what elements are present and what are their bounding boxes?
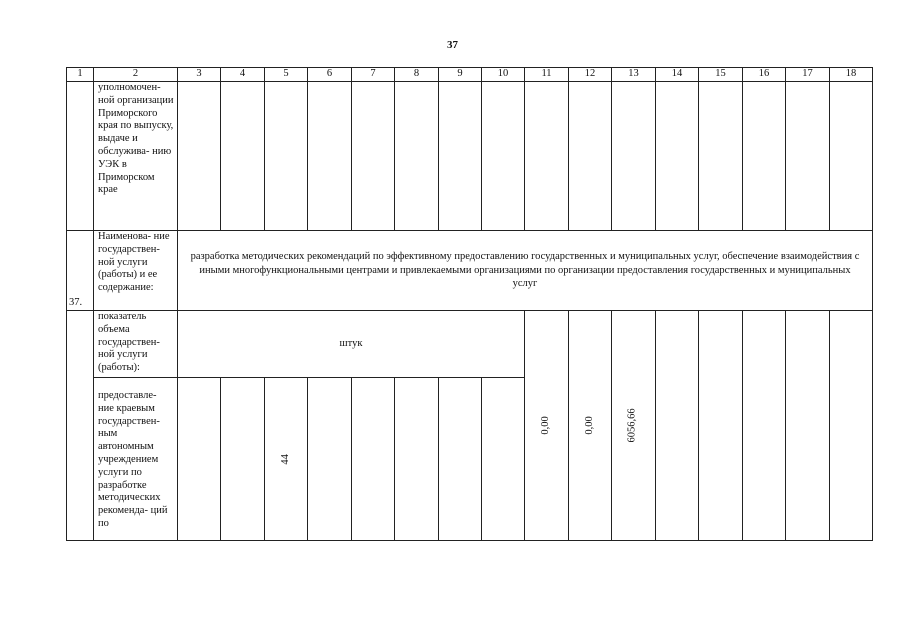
header-cell: 15 (699, 68, 743, 82)
cell (67, 82, 94, 231)
cell (265, 82, 308, 231)
row-description: предоставле- ние краевым государствен- ным автономным учреждением услуги по разработке методических рекоменда- ций по (94, 378, 178, 541)
header-cell: 13 (612, 68, 656, 82)
header-cell: 17 (786, 68, 830, 82)
cell (699, 311, 743, 541)
cell (569, 82, 612, 231)
cell (482, 378, 525, 541)
value-col-11: 0,00 (540, 416, 552, 435)
cell (439, 378, 482, 541)
cell (439, 82, 482, 231)
cell (178, 378, 221, 541)
cell (308, 378, 352, 541)
data-table (66, 67, 873, 541)
cell (656, 311, 699, 541)
header-cell: 1 (67, 68, 94, 82)
header-cell: 7 (352, 68, 395, 82)
row-description: уполномочен- ной организации Приморского края по выпуску, выдаче и обслужива- нию УЭК в Приморском крае (94, 82, 178, 231)
header-cell: 8 (395, 68, 439, 82)
header-row (67, 68, 873, 82)
cell (830, 82, 873, 231)
unit-of-measure: штук (178, 311, 525, 378)
header-cell: 11 (525, 68, 569, 82)
table-row-service-name (67, 231, 873, 311)
page-number: 37 (447, 39, 458, 51)
value-col-5: 44 (279, 453, 291, 465)
table-row-indicator (67, 311, 873, 378)
header-cell: 10 (482, 68, 525, 82)
cell (352, 82, 395, 231)
header-cell: 6 (308, 68, 352, 82)
cell (699, 82, 743, 231)
value-cell (569, 311, 612, 541)
header-cell: 12 (569, 68, 612, 82)
value-col-13: 6056,66 (627, 408, 639, 443)
header-cell: 3 (178, 68, 221, 82)
table-row-organization (67, 82, 873, 231)
header-cell: 18 (830, 68, 873, 82)
row-description: Наименова- ние государствен- ной услуги (работы) и ее содержание: (94, 231, 178, 311)
cell (743, 311, 786, 541)
cell (178, 82, 221, 231)
header-cell: 16 (743, 68, 786, 82)
cell (830, 311, 873, 541)
value-cell (612, 311, 656, 541)
header-cell: 14 (656, 68, 699, 82)
cell (395, 82, 439, 231)
row-number: 37. (67, 231, 94, 311)
cell (67, 311, 94, 541)
cell (308, 82, 352, 231)
row-description: показатель объема государствен- ной услуги (работы): (94, 311, 178, 378)
value-cell (525, 311, 569, 541)
header-cell: 2 (94, 68, 178, 82)
cell (395, 378, 439, 541)
cell (612, 82, 656, 231)
value-col-12: 0,00 (583, 416, 595, 435)
cell (656, 82, 699, 231)
header-cell: 9 (439, 68, 482, 82)
cell (221, 82, 265, 231)
header-cell: 5 (265, 68, 308, 82)
cell (482, 82, 525, 231)
header-cell: 4 (221, 68, 265, 82)
cell (221, 378, 265, 541)
cell (525, 82, 569, 231)
cell (786, 82, 830, 231)
service-content: разработка методических рекомендаций по эффективному предоставлению государственных и муниципальных услуг, обеспечение взаимодействия с иными многофункциональными центрами и привлекаемыми организациями по организации предоставления государственных и муниципальных услуг (178, 231, 873, 311)
cell (743, 82, 786, 231)
cell (786, 311, 830, 541)
cell (352, 378, 395, 541)
value-cell (265, 378, 308, 541)
